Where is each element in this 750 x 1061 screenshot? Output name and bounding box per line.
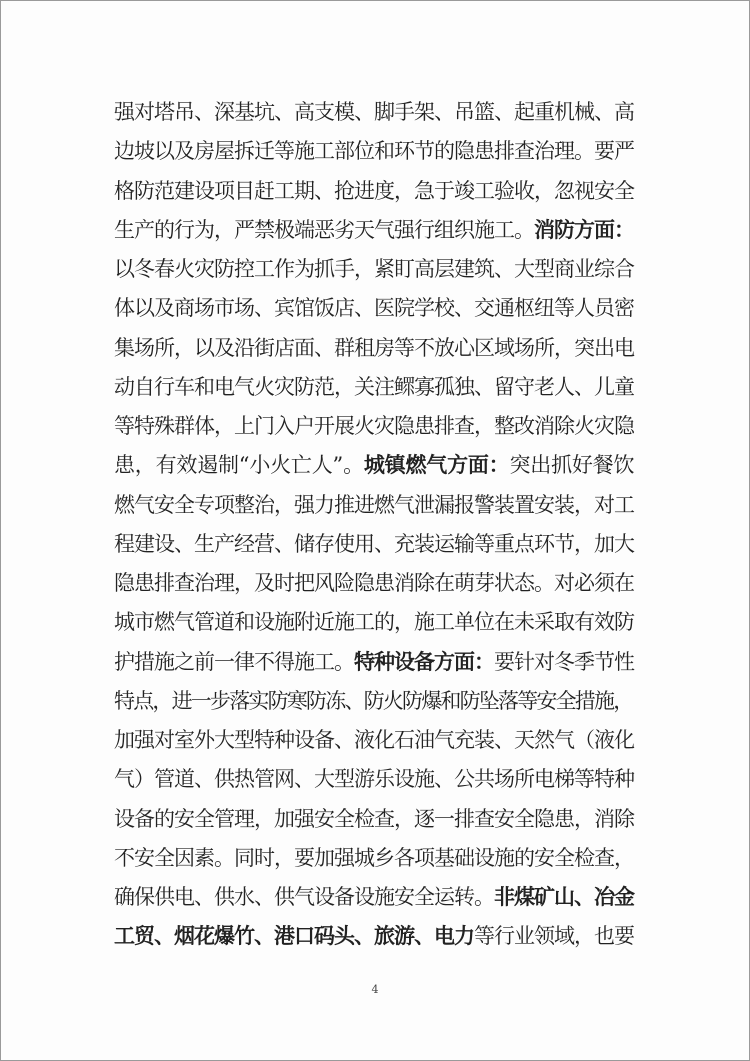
- text-line: [114, 486, 634, 525]
- text-span: 程建设、生产经营、储存使用、充装运输等重点环节，加大: [114, 531, 634, 556]
- bold-heading-span: 消防方面：: [534, 217, 634, 242]
- text-span: 体以及商场市场、宾馆饭店、医院学校、交通枢纽等人员密: [114, 296, 634, 321]
- text-line: [114, 329, 634, 368]
- text-span: 确保供电、供水、供气设备设施安全运转。: [114, 885, 494, 909]
- bold-heading-span: 工贸、烟花爆竹、港口码头、旅游、电力: [114, 924, 474, 949]
- text-span: 加强对室外大型特种设备、液化石油气充装、天然气（液化: [114, 728, 634, 752]
- text-span: 等行业领域，也要: [474, 924, 634, 949]
- text-line: [114, 721, 634, 760]
- bold-heading-span: 特种设备方面：: [354, 649, 494, 674]
- text-line: [114, 878, 634, 917]
- text-span: 特点，进一步落实防寒防冻、防火防爆和防坠落等安全措施，: [114, 688, 633, 713]
- text-span: 城市燃气管道和设施附近施工的，施工单位在未采取有效防: [114, 610, 634, 635]
- text-span: 突出抓好餐饮: [509, 453, 635, 478]
- text-span: 格防范建设项目赶工期、抢进度，急于竣工验收，忽视安全: [114, 178, 634, 203]
- text-span: 气）管道、供热管网、大型游乐设施、公共场所电梯等特种: [114, 767, 634, 792]
- text-line: [114, 407, 634, 446]
- text-line: [114, 289, 634, 328]
- text-line: [114, 800, 634, 839]
- text-span: 患，有效遏制“小火亡人”。: [114, 453, 364, 478]
- text-span: 等特殊群体，上门入户开展火灾隐患排查，整改消除火灾隐: [114, 414, 634, 438]
- text-span: 动自行车和电气火灾防范，关注鳏寡孤独、留守老人、儿童: [114, 374, 634, 399]
- bold-heading-span: 非煤矿山、冶金: [494, 885, 634, 909]
- text-span: 燃气安全专项整治，强力推进燃气泄漏报警装置安装，对工: [114, 492, 634, 517]
- text-span: 边坡以及房屋拆迁等施工部位和环节的隐患排查治理。要严: [114, 139, 634, 164]
- text-line: [114, 603, 634, 642]
- text-span: 护措施之前一律不得施工。: [114, 649, 354, 674]
- text-line: [114, 917, 634, 956]
- text-line: [114, 760, 634, 799]
- text-span: 以冬春火灾防控工作为抓手，紧盯高层建筑、大型商业综合: [114, 257, 634, 281]
- text-line: [114, 643, 634, 682]
- text-line: [114, 368, 634, 407]
- text-span: 隐患排查治理，及时把风险隐患消除在萌芽状态。对必须在: [114, 571, 634, 595]
- page-number: 4: [371, 983, 379, 996]
- text-line: [114, 93, 634, 132]
- body-text: [114, 93, 634, 957]
- text-span: 集场所，以及沿街店面、群租房等不放心区域场所，突出电: [114, 335, 634, 360]
- text-line: [114, 446, 634, 485]
- text-line: [114, 525, 634, 564]
- text-line: [114, 211, 634, 250]
- text-span: 要针对冬季节性: [494, 649, 634, 674]
- text-span: 设备的安全管理，加强安全检查，逐一排查安全隐患，消除: [114, 806, 634, 831]
- bold-heading-span: 城镇燃气方面：: [363, 453, 510, 478]
- text-line: [114, 564, 634, 603]
- text-span: 强对塔吊、深基坑、高支模、脚手架、吊篮、起重机械、高: [114, 100, 634, 124]
- text-line: [114, 172, 634, 211]
- text-span: 不安全因素。同时，要加强城乡各项基础设施的安全检查，: [114, 845, 634, 870]
- text-line: [114, 839, 634, 878]
- text-line: [114, 682, 634, 721]
- text-span: 生产的行为，严禁极端恶劣天气强行组织施工。: [114, 217, 534, 242]
- text-line: [114, 250, 634, 289]
- text-line: [114, 132, 634, 171]
